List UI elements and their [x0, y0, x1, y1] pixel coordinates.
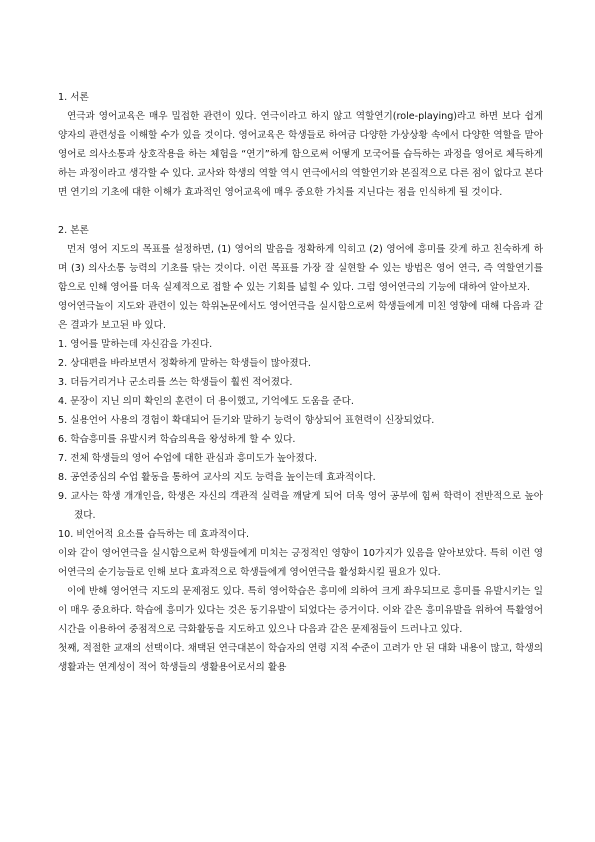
section-2-heading: 2. 본론: [58, 225, 89, 236]
section-spacer: [58, 202, 543, 221]
list-item: 3. 더듬거리거나 군소리를 쓰는 학생들이 훨씬 적어졌다.: [58, 377, 293, 388]
list-item: 10. 비언어적 요소를 습득하는 데 효과적이다.: [58, 529, 250, 540]
section-2-study-paragraph: 영어연극놀이 지도와 관련이 있는 학위논문에서도 영어연극을 실시함으로써 학생들에게 미친 영향에 대해 다음과 같은 결과가 보고된 바 있다.: [58, 301, 543, 331]
list-item: 6. 학습흥미를 유발시켜 학습의욕을 왕성하게 할 수 있다.: [58, 434, 296, 445]
document-page: [58, 88, 543, 677]
list-item: 8. 공연중심의 수업 활동을 통하여 교사의 지도 능력을 높이는데 효과적이다.: [58, 472, 376, 483]
list-item: 7. 전체 학생들의 영어 수업에 대한 관심과 흥미도가 높아졌다.: [58, 453, 318, 464]
section-2-summary-paragraph: 이와 같이 영어연극을 실시함으로써 학생들에게 미치는 긍정적인 영향이 10가지가 있음을 알아보았다. 특히 이런 영어연극의 순기능들로 인해 보다 효과적으로 학생들에게 영어연극을 활성화시킬 필요가 있다.: [58, 548, 543, 578]
list-item: 9. 교사는 학생 개개인을, 학생은 자신의 객관적 실력을 깨달게 되어 더욱 영어 공부에 힘써 학력이 전반적으로 높아졌다.: [58, 491, 543, 521]
section-2-intro-paragraph: 먼저 영어 지도의 목표를 설정하면, (1) 영어의 발음을 정확하게 익히고 (2) 영어에 흥미를 갖게 하고 친숙하게 하며 (3) 의사소통 능력의 기초를 닦는 것이다. 이런 목표를 가장 잘 실현할 수 있는 방법은 영어 연극, 즉 역할연기를 함으로 인해 영어를 더욱 실제적으로 접할 수 있는 기회를 넓힐 수 있다. 그럼 영어연극의 기능에 대하여 알아보자.: [58, 244, 543, 293]
section-2-problems-paragraph: 이에 반해 영어연극 지도의 문제점도 있다. 특히 영어학습은 흥미에 의하여 크게 좌우되므로 흥미를 유발시키는 일이 매우 중요하다. 학습에 흥미가 있다는 것은 동기유발이 되었다는 증거이다. 이와 같은 흥미유발을 위하여 특활영어 시간을 이용하여 중점적으로 극화활동을 지도하고 있으나 다음과 같은 문제점들이 드러나고 있다.: [58, 586, 543, 635]
section-1-heading: 1. 서론: [58, 92, 89, 103]
section-1-paragraph: 연극과 영어교육은 매우 밀접한 관련이 있다. 연극이라고 하지 않고 역할연기(role-playing)라고 하면 보다 쉽게 양자의 관련성을 이해할 수가 있을 것이다. 영어교육은 학생들로 하여금 다양한 가상상황 속에서 다양한 역할을 맡아 영어로 의사소통과 상호작용을 하는 체험을 “연기”하게 함으로써 어떻게 모국어를 습득하는 과정을 영어로 체득하게 하는 과정이라고 생각할 수 있다. 교사와 학생의 역할 역시 연극에서의 역할연기와 본질적으로 다른 점이 없다고 본다면 연기의 기초에 대한 이해가 효과적인 영어교육에 매우 중요한 가치를 지닌다는 점을 인식하게 될 것이다.: [58, 111, 544, 198]
list-item: 4. 문장이 지닌 의미 확인의 훈련이 더 용이했고, 기억에도 도움을 준다.: [58, 396, 354, 407]
section-2-first-problem-paragraph: 첫째, 적절한 교재의 선택이다. 채택된 연극대본이 학습자의 연령 지적 수준이 고려가 안 된 대화 내용이 많고, 학생의 생활과는 연계성이 적어 학생들의 생활용어로서의 활용: [58, 643, 543, 673]
results-list: [58, 335, 543, 544]
list-item: 5. 실용언어 사용의 경험이 확대되어 듣기와 말하기 능력이 향상되어 표현력이 신장되었다.: [58, 415, 435, 426]
list-item: 2. 상대편을 바라보면서 정확하게 말하는 학생들이 많아졌다.: [58, 358, 311, 369]
list-item: 1. 영어를 말하는데 자신감을 가진다.: [58, 339, 213, 350]
